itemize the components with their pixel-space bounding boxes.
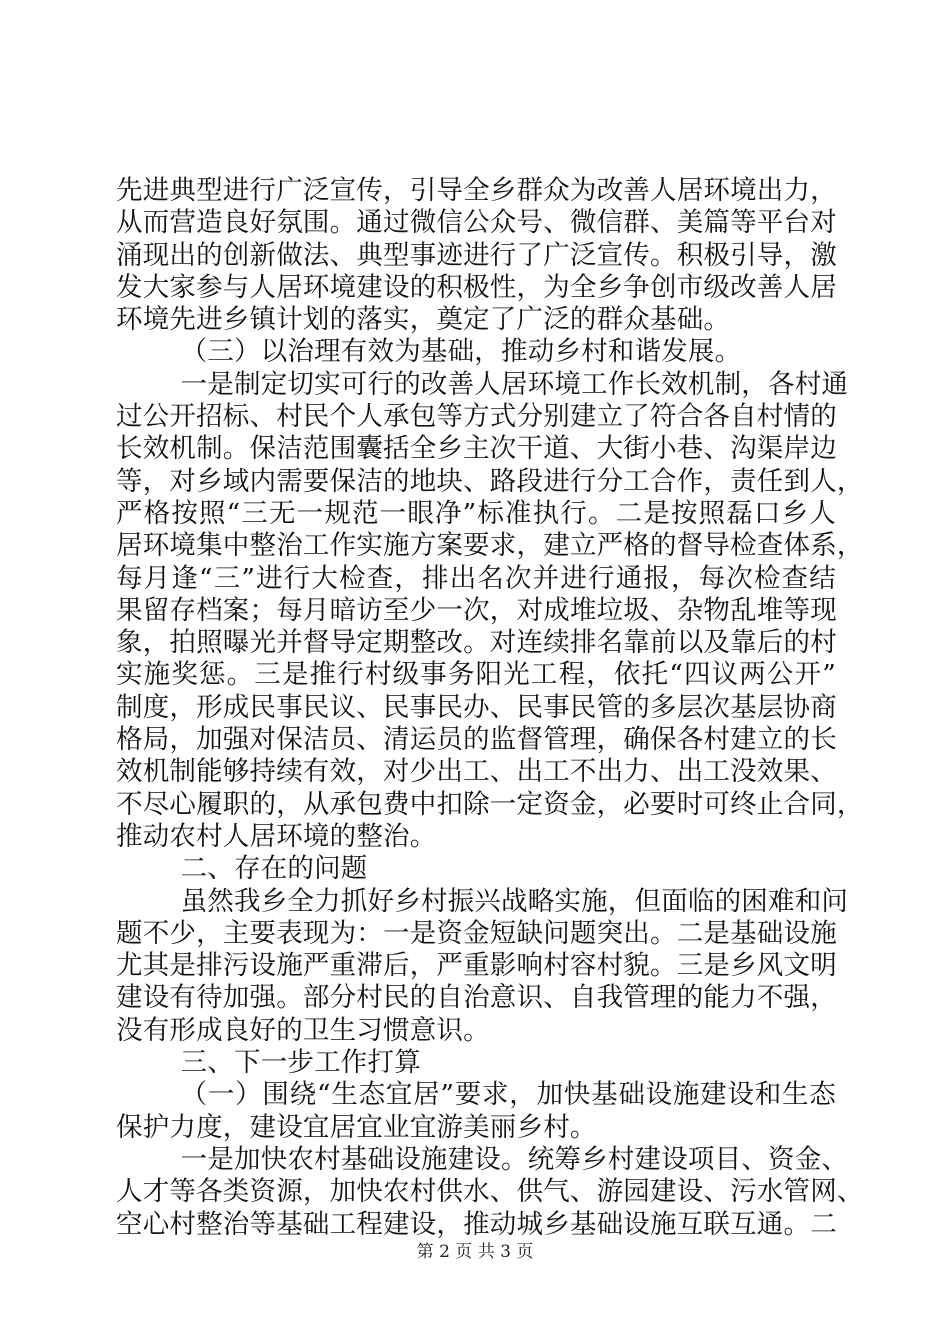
text-line: 三、下一步工作打算 [180, 1047, 421, 1079]
text-line: （三）以治理有效为基础，推动乡村和谐发展。 [180, 336, 742, 368]
text-line: 保护力度，建设宜居宜业宜游美丽乡村。 [116, 1111, 597, 1143]
text-line: 题不少，主要表现为：一是资金短缺问题突出。二是基础设施 [116, 917, 837, 949]
text-line: 制度，形成民事民议、民事民办、民事民管的多层次基层协商 [116, 691, 837, 723]
text-line: 建设有待加强。部分村民的自治意识、自我管理的能力不强， [116, 982, 837, 1014]
text-line: 空心村整治等基础工程建设，推动城乡基础设施互联互通。二 [116, 1208, 837, 1240]
text-line: 效机制能够持续有效，对少出工、出工不出力、出工没效果、 [116, 756, 837, 788]
page-footer: 第 2 页 共 3 页 [416, 1242, 534, 1262]
text-line: 先进典型进行广泛宣传，引导全乡群众为改善人居环境出力， [116, 175, 837, 206]
text-line: 虽然我乡全力抓好乡村振兴战略实施，但面临的困难和问 [180, 885, 849, 917]
document-body [116, 175, 864, 1241]
text-line: 实施奖惩。三是推行村级事务阳光工程，依托“四议两公开” [116, 659, 836, 691]
text-line: 等，对乡域内需要保洁的地块、路段进行分工合作，责任到人， [116, 465, 864, 497]
text-line: 果留存档案；每月暗访至少一次，对成堆垃圾、杂物乱堆等现 [116, 594, 837, 626]
text-line: 居环境集中整治工作实施方案要求，建立严格的督导检查体系， [116, 530, 864, 562]
text-line: 过公开招标、村民个人承包等方式分别建立了符合各自村情的 [116, 401, 837, 433]
text-line: 长效机制。保洁范围囊括全乡主次干道、大街小巷、沟渠岸边 [116, 433, 837, 465]
text-line: 二、存在的问题 [180, 853, 368, 885]
text-line: 每月逢“三”进行大检查，排出名次并进行通报，每次检查结 [116, 562, 836, 594]
text-line: 尤其是排污设施严重滞后，严重影响村容村貌。三是乡风文明 [116, 950, 837, 982]
text-line: 推动农村人居环境的整治。 [116, 820, 437, 852]
text-line: 严格按照“三无一规范一眼净”标准执行。二是按照磊口乡人 [116, 497, 836, 529]
text-line: 环境先进乡镇计划的落实，奠定了广泛的群众基础。 [116, 304, 731, 336]
text-line: 人才等各类资源，加快农村供水、供气、游园建设、污水管网、 [116, 1176, 864, 1208]
text-line: 格局，加强对保洁员、清运员的监督管理，确保各村建立的长 [116, 724, 837, 756]
text-line: 象，拍照曝光并督导定期整改。对连续排名靠前以及靠后的村 [116, 627, 837, 659]
text-line: 一是加快农村基础设施建设。统筹乡村建设项目、资金、 [180, 1143, 849, 1175]
text-line: 没有形成良好的卫生习惯意识。 [116, 1014, 490, 1046]
text-line: 涌现出的创新做法、典型事迹进行了广泛宣传。积极引导，激 [116, 239, 837, 271]
text-line: 从而营造良好氛围。通过微信公众号、微信群、美篇等平台对 [116, 207, 837, 239]
text-line: （一）围绕“生态宜居”要求，加快基础设施建设和生态 [180, 1079, 836, 1111]
text-line: 一是制定切实可行的改善人居环境工作长效机制，各村通 [180, 368, 849, 400]
text-line: 不尽心履职的，从承包费中扣除一定资金，必要时可终止合同， [116, 788, 864, 820]
text-line: 发大家参与人居环境建设的积极性，为全乡争创市级改善人居 [116, 271, 837, 303]
